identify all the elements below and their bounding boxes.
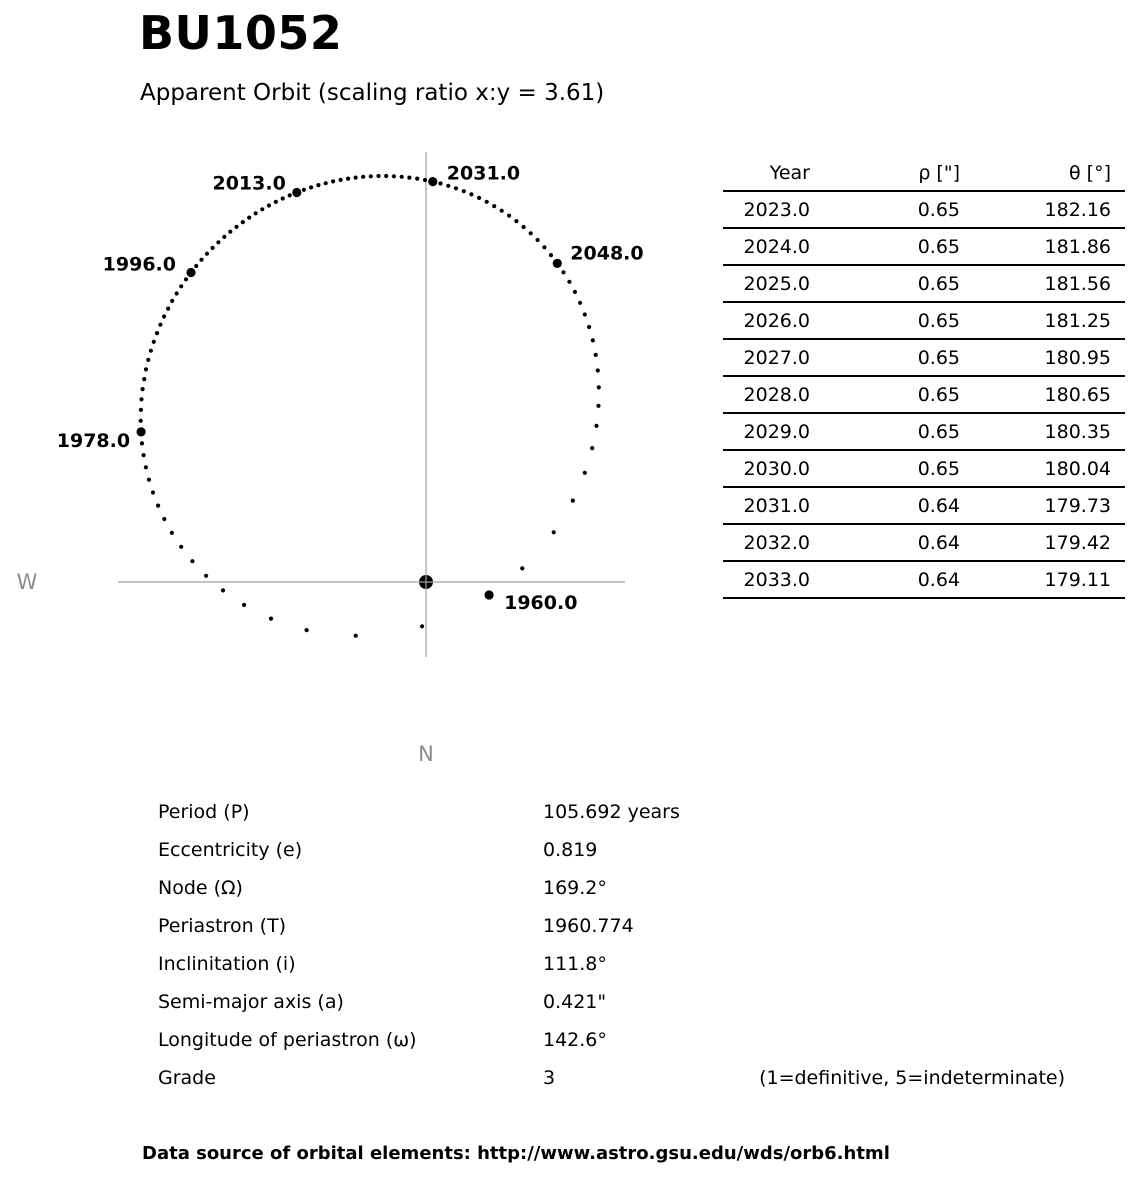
ephemeris-cell: 179.11: [1044, 568, 1111, 591]
ephemeris-cell: 2030.0: [743, 457, 810, 480]
orbital-element-label: Eccentricity (e): [158, 839, 303, 861]
orbit-dot: [469, 192, 473, 196]
epoch-dot: [553, 259, 562, 268]
orbit-dot: [234, 225, 238, 229]
orbit-dot: [520, 566, 524, 570]
orbit-dot: [162, 314, 166, 318]
orbital-element-row: [158, 983, 1065, 1021]
orbit-dot: [260, 207, 264, 211]
ephemeris-cell: 2025.0: [743, 272, 810, 295]
orbit-dot: [485, 200, 489, 204]
orbital-element-value: 169.2°: [543, 877, 607, 899]
ephemeris-cell: 0.64: [917, 568, 960, 591]
orbit-dot: [152, 340, 156, 344]
orbit-dot: [144, 367, 148, 371]
epoch-label: 1960.0: [504, 592, 578, 614]
orbit-dot: [199, 258, 203, 262]
ephemeris-row: [723, 524, 1125, 561]
ephemeris-cell: 180.35: [1044, 420, 1111, 443]
orbital-element-label: Periastron (T): [158, 915, 287, 937]
orbit-dot: [211, 246, 215, 250]
orbital-element-label: Period (P): [158, 801, 250, 823]
orbit-dot: [140, 441, 144, 445]
orbit-dot: [361, 175, 365, 179]
orbital-element-row: [158, 907, 1065, 945]
orbit-dot: [139, 408, 143, 412]
orbit-dot: [221, 588, 225, 592]
orbit-dot: [346, 177, 350, 181]
page-subtitle: Apparent Orbit (scaling ratio x:y = 3.61): [140, 80, 605, 106]
orbital-element-value: 111.8°: [543, 953, 607, 975]
orbital-element-label: Node (Ω): [158, 877, 243, 899]
orbit-dot: [158, 323, 162, 327]
orbit-dot: [392, 174, 396, 178]
orbit-dot: [267, 203, 271, 207]
orbit-dot: [288, 193, 292, 197]
ephemeris-row: [723, 191, 1125, 228]
page-title: BU1052: [139, 6, 343, 60]
orbit-dot: [542, 245, 546, 249]
epoch-dot: [428, 177, 437, 186]
orbit-dot: [407, 176, 411, 180]
orbit-dot: [204, 574, 208, 578]
ephemeris-header-row: [723, 156, 1125, 191]
orbit-dot: [149, 349, 153, 353]
orbit-dot: [305, 628, 309, 632]
orbit-dot: [415, 177, 419, 181]
orbit-dot: [561, 270, 565, 274]
ephemeris-cell: 0.65: [917, 383, 960, 406]
orbit-dot: [339, 178, 343, 182]
ephemeris-cell: 180.95: [1044, 346, 1111, 369]
orbital-element-row: [158, 945, 1065, 983]
ephemeris-table-head: [723, 156, 1125, 191]
orbit-dot: [147, 478, 151, 482]
orbit-dot: [144, 465, 148, 469]
orbit-dot: [316, 183, 320, 187]
orbit-dot: [583, 312, 587, 316]
orbit-dot: [309, 185, 313, 189]
orbital-element-row: [158, 831, 1065, 869]
orbital-element-value: 3: [543, 1067, 556, 1089]
orbit-dot: [151, 490, 155, 494]
orbit-dot: [254, 211, 258, 215]
orbit-dot: [324, 181, 328, 185]
ephemeris-cell: 2029.0: [743, 420, 810, 443]
ephemeris-column-header: ρ ["]: [918, 162, 960, 184]
orbit-plot: [0, 0, 700, 790]
orbit-dot: [596, 404, 600, 408]
orbit-dot: [423, 178, 427, 182]
orbit-dot: [591, 338, 595, 342]
west-direction-label: W: [16, 570, 38, 594]
grade-scale-note: (1=definitive, 5=indeterminate): [759, 1067, 1065, 1089]
orbit-dot: [438, 181, 442, 185]
orbit-dot: [274, 200, 278, 204]
ephemeris-cell: 179.42: [1044, 531, 1111, 554]
ephemeris-row: [723, 561, 1125, 598]
ephemeris-table-body: [723, 191, 1125, 598]
orbit-dot: [522, 225, 526, 229]
orbital-element-label: Semi-major axis (a): [158, 991, 344, 1013]
ephemeris-cell: 182.16: [1044, 198, 1111, 221]
orbital-element-label: Longitude of periastron (ω): [158, 1029, 417, 1051]
orbit-dot: [162, 517, 166, 521]
orbit-dot: [587, 325, 591, 329]
ephemeris-cell: 2027.0: [743, 346, 810, 369]
ephemeris-row: [723, 413, 1125, 450]
orbit-dot: [247, 216, 251, 220]
ephemeris-cell: 0.65: [917, 346, 960, 369]
ephemeris-row: [723, 265, 1125, 302]
orbit-dot: [269, 617, 273, 621]
data-source-note: Data source of orbital elements: http://www.astro.gsu.edu/wds/orb6.html: [142, 1143, 890, 1164]
orbit-dot: [384, 174, 388, 178]
orbit-dot: [354, 634, 358, 638]
orbital-element-value: 142.6°: [543, 1029, 607, 1051]
orbit-dot: [597, 385, 601, 389]
orbit-dot: [142, 377, 146, 381]
epoch-dot: [485, 590, 494, 599]
orbital-element-row: [158, 869, 1065, 907]
orbit-dot: [578, 301, 582, 305]
orbital-element-value: 0.819: [543, 839, 598, 861]
ephemeris-cell: 181.86: [1044, 235, 1111, 258]
ephemeris-cell: 2028.0: [743, 383, 810, 406]
ephemeris-row: [723, 228, 1125, 265]
orbit-dot: [281, 196, 285, 200]
orbit-dot: [552, 530, 556, 534]
orbit-dot: [170, 299, 174, 303]
orbital-elements-panel: [158, 793, 1065, 1097]
orbit-dot: [216, 240, 220, 244]
orbit-dot: [477, 196, 481, 200]
orbit-dot: [228, 230, 232, 234]
orbit-dot: [594, 424, 598, 428]
ephemeris-table: [723, 156, 1125, 599]
epoch-dot: [186, 268, 195, 277]
orbit-dot: [142, 453, 146, 457]
epoch-label: 2031.0: [446, 162, 521, 185]
ephemeris-cell: 2023.0: [743, 198, 810, 221]
ephemeris-cell: 180.65: [1044, 383, 1111, 406]
ephemeris-cell: 2024.0: [743, 235, 810, 258]
ephemeris-cell: 0.65: [917, 272, 960, 295]
orbit-dot: [302, 188, 306, 192]
orbit-dot: [331, 179, 335, 183]
orbit-dot: [141, 387, 145, 391]
ephemeris-row: [723, 302, 1125, 339]
orbit-dot: [242, 603, 246, 607]
ephemeris-cell: 0.65: [917, 420, 960, 443]
orbit-dot: [590, 446, 594, 450]
orbit-dot: [583, 471, 587, 475]
ephemeris-column-header: Year: [769, 162, 810, 184]
ephemeris-cell: 180.04: [1044, 457, 1111, 480]
north-direction-label: N: [418, 742, 434, 766]
orbit-dot: [190, 559, 194, 563]
epoch-labels-layer: [57, 163, 644, 614]
ephemeris-cell: 2033.0: [743, 568, 810, 591]
orbital-element-value: 1960.774: [543, 915, 634, 937]
orbit-dot: [175, 291, 179, 295]
orbit-dot: [170, 531, 174, 535]
orbit-dots-layer: [139, 174, 601, 638]
orbit-dot: [156, 504, 160, 508]
orbit-dot: [536, 238, 540, 242]
orbit-dot: [194, 264, 198, 268]
orbit-dot: [179, 284, 183, 288]
ephemeris-cell: 181.25: [1044, 309, 1111, 332]
orbit-dot: [241, 220, 245, 224]
orbit-dot: [454, 186, 458, 190]
orbit-dot: [354, 176, 358, 180]
ephemeris-cell: 0.64: [917, 531, 960, 554]
axes-layer: [118, 152, 625, 657]
orbit-dot: [571, 499, 575, 503]
orbit-dot: [500, 209, 504, 213]
orbital-element-value: 0.421": [543, 991, 607, 1013]
orbital-element-row: [158, 793, 1065, 831]
ephemeris-cell: 179.73: [1044, 494, 1111, 517]
orbit-dot: [462, 189, 466, 193]
orbit-dot: [594, 353, 598, 357]
orbit-dot: [222, 235, 226, 239]
orbit-dot: [596, 368, 600, 372]
epoch-dot: [292, 188, 301, 197]
orbit-dot: [369, 174, 373, 178]
orbit-dot: [376, 174, 380, 178]
ephemeris-cell: 0.65: [917, 198, 960, 221]
orbit-dot: [205, 252, 209, 256]
ephemeris-row: [723, 487, 1125, 524]
epoch-label: 1978.0: [56, 429, 131, 452]
orbital-element-value: 105.692 years: [543, 801, 680, 823]
ephemeris-cell: 2026.0: [743, 309, 810, 332]
orbit-dot: [549, 253, 553, 257]
orbital-element-label: Grade: [158, 1067, 216, 1089]
orbit-dot: [146, 358, 150, 362]
ephemeris-cell: 2031.0: [743, 494, 810, 517]
orbital-element-row: [158, 1059, 1065, 1097]
ephemeris-cell: 2032.0: [743, 531, 810, 554]
ephemeris-cell: 0.65: [917, 309, 960, 332]
ephemeris-column-header: θ [°]: [1069, 162, 1111, 184]
ephemeris-cell: 0.65: [917, 457, 960, 480]
orbit-dot: [529, 231, 533, 235]
epoch-label: 1996.0: [102, 253, 176, 276]
epoch-label: 2048.0: [570, 242, 644, 265]
orbit-dot: [567, 280, 571, 284]
ephemeris-row: [723, 339, 1125, 376]
orbit-dot: [155, 331, 159, 335]
ephemeris-cell: 0.64: [917, 494, 960, 517]
orbit-dot: [400, 175, 404, 179]
orbit-dot: [420, 624, 424, 628]
orbit-dot: [139, 419, 143, 423]
ephemeris-row: [723, 376, 1125, 413]
ephemeris-cell: 181.56: [1044, 272, 1111, 295]
orbit-dot: [184, 277, 188, 281]
orbit-dot: [514, 219, 518, 223]
ephemeris-row: [723, 450, 1125, 487]
epoch-dot: [137, 427, 146, 436]
orbit-dot: [166, 307, 170, 311]
ephemeris-cell: 0.65: [917, 235, 960, 258]
orbital-element-row: [158, 1021, 1065, 1059]
orbit-dot: [492, 204, 496, 208]
orbit-dot: [139, 397, 143, 401]
orbit-dot: [507, 214, 511, 218]
orbit-dot: [179, 545, 183, 549]
orbital-element-label: Inclinitation (i): [158, 953, 296, 975]
orbit-dot: [573, 290, 577, 294]
epoch-label: 2013.0: [212, 172, 286, 195]
